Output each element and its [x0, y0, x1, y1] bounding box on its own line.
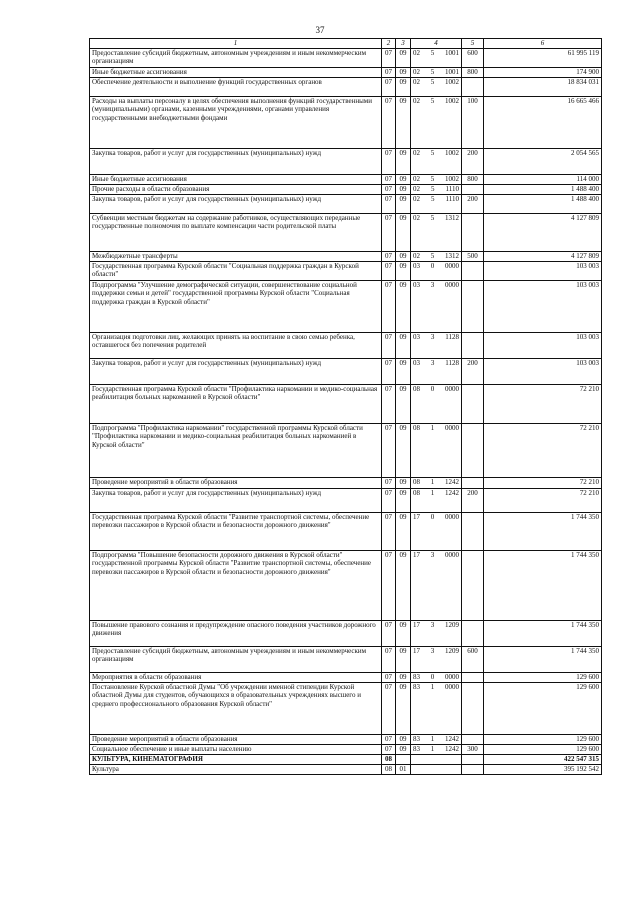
program-code: 17 [413, 647, 420, 655]
expense-name: Закупка товаров, работ и услуг для государственных (муниципальных) нужд [90, 489, 382, 513]
subsection-code: 09 [396, 175, 411, 185]
amount: 16 665 466 [484, 97, 602, 149]
section-code: 07 [382, 49, 396, 68]
program-code: 08 [413, 478, 420, 486]
section-code: 07 [382, 478, 396, 489]
program-code: 02 [413, 252, 420, 260]
section-code: 07 [382, 359, 396, 385]
subprogram-code: 5 [430, 149, 435, 157]
table-row [90, 149, 602, 175]
target-article-code [411, 175, 462, 185]
expense-type-code [462, 735, 484, 745]
header-cell: 6 [484, 39, 602, 49]
subprogram-code: 5 [430, 78, 435, 86]
program-code: 17 [413, 551, 420, 559]
target-article-code [411, 551, 462, 621]
subsection-code: 09 [396, 683, 411, 735]
expense-name: Подпрограмма "Улучшение демографической ситуации, совершенствование социальной поддержки семьи и детей" государственной программы Курской области "Социальная поддержка граждан в Курской области" [90, 281, 382, 333]
expense-type-code [462, 78, 484, 97]
target-article-code [411, 195, 462, 214]
header-row [90, 39, 602, 49]
program-code: 08 [413, 424, 420, 432]
subsection-code: 09 [396, 185, 411, 195]
table-row [90, 551, 602, 621]
section-code: 07 [382, 385, 396, 424]
direction-code: 1128 [445, 359, 459, 367]
expense-type-code: 500 [462, 252, 484, 262]
section-code: 07 [382, 185, 396, 195]
section-code: 07 [382, 673, 396, 683]
target-article-code [411, 489, 462, 513]
expense-name: Повышение правового сознания и предупреждение опасного поведения участников дорожного движения [90, 621, 382, 647]
expense-type-code [462, 333, 484, 359]
target-article-code [411, 214, 462, 252]
subsection-code: 09 [396, 647, 411, 673]
subsection-code: 09 [396, 281, 411, 333]
table-row [90, 745, 602, 755]
amount: 72 210 [484, 478, 602, 489]
direction-code: 1002 [445, 97, 459, 105]
subprogram-code: 0 [430, 513, 435, 521]
expense-type-code [462, 551, 484, 621]
section-code: 07 [382, 214, 396, 252]
expense-name: Межбюджетные трансферты [90, 252, 382, 262]
table-row [90, 683, 602, 735]
subprogram-code: 1 [430, 735, 435, 743]
target-article-code [411, 49, 462, 68]
program-code: 83 [413, 683, 420, 691]
section-code: 07 [382, 489, 396, 513]
subsection-code: 09 [396, 735, 411, 745]
expense-type-code [462, 214, 484, 252]
subsection-code: 09 [396, 262, 411, 281]
amount: 4 127 809 [484, 252, 602, 262]
expense-name: Иные бюджетные ассигнования [90, 175, 382, 185]
subprogram-code: 3 [430, 551, 435, 559]
expense-type-code [462, 478, 484, 489]
amount: 4 127 809 [484, 214, 602, 252]
direction-code: 1312 [445, 214, 459, 222]
subsection-code: 09 [396, 68, 411, 78]
program-code: 02 [413, 49, 420, 57]
direction-code: 1001 [445, 49, 459, 57]
amount: 72 210 [484, 385, 602, 424]
section-code: 07 [382, 281, 396, 333]
expense-type-code: 800 [462, 175, 484, 185]
expense-name: Закупка товаров, работ и услуг для государственных (муниципальных) нужд [90, 195, 382, 214]
subprogram-code: 1 [430, 424, 435, 432]
program-code: 83 [413, 673, 420, 681]
target-article-code [411, 185, 462, 195]
program-code: 03 [413, 333, 420, 341]
program-code: 08 [413, 489, 420, 497]
table-row [90, 359, 602, 385]
table-row [90, 647, 602, 673]
table-row [90, 765, 602, 775]
expense-name: Закупка товаров, работ и услуг для государственных (муниципальных) нужд [90, 149, 382, 175]
table-row [90, 735, 602, 745]
direction-code: 1242 [445, 478, 459, 486]
expense-type-code [462, 621, 484, 647]
header-cell: 2 [382, 39, 396, 49]
section-code: 07 [382, 175, 396, 185]
amount: 1 488 400 [484, 195, 602, 214]
table-row [90, 385, 602, 424]
amount: 72 210 [484, 424, 602, 478]
header-cell: 1 [90, 39, 382, 49]
expense-name: Организация подготовки лиц, желающих принять на воспитание в свою семью ребенка, оставшегося без попечения родителей [90, 333, 382, 359]
subsection-code: 09 [396, 359, 411, 385]
table-row [90, 68, 602, 78]
target-article-code [411, 262, 462, 281]
amount: 1 744 350 [484, 513, 602, 551]
program-code: 03 [413, 281, 420, 289]
amount: 103 003 [484, 262, 602, 281]
page-number: 37 [315, 25, 325, 35]
subprogram-code: 5 [430, 68, 435, 76]
direction-code: 1002 [445, 149, 459, 157]
direction-code: 0000 [445, 513, 459, 521]
amount: 129 600 [484, 735, 602, 745]
amount: 103 003 [484, 281, 602, 333]
table-row [90, 214, 602, 252]
table-row [90, 424, 602, 478]
subprogram-code: 0 [430, 385, 435, 393]
amount: 61 995 119 [484, 49, 602, 68]
table-row [90, 49, 602, 68]
direction-code: 0000 [445, 262, 459, 270]
section-code: 07 [382, 683, 396, 735]
direction-code: 0000 [445, 424, 459, 432]
section-code: 07 [382, 513, 396, 551]
program-code: 02 [413, 149, 420, 157]
section-code: 07 [382, 195, 396, 214]
program-code: 02 [413, 185, 420, 193]
header-cell: 3 [396, 39, 411, 49]
direction-code: 1002 [445, 78, 459, 86]
direction-code: 1312 [445, 252, 459, 260]
amount: 103 003 [484, 359, 602, 385]
expense-name: КУЛЬТУРА, КИНЕМАТОГРАФИЯ [90, 755, 382, 765]
amount: 395 192 542 [484, 765, 602, 775]
direction-code: 1209 [445, 647, 459, 655]
expense-type-code [462, 185, 484, 195]
program-code: 83 [413, 735, 420, 743]
program-code: 02 [413, 97, 420, 105]
subsection-code: 09 [396, 214, 411, 252]
target-article-code [411, 97, 462, 149]
expense-name: Мероприятия в области образования [90, 673, 382, 683]
subsection-code: 09 [396, 673, 411, 683]
program-code: 03 [413, 359, 420, 367]
subprogram-code: 0 [430, 262, 435, 270]
expense-name: Подпрограмма "Повышение безопасности дорожного движения в Курской области" государственной программы Курской области "Развитие транспортной системы, обеспечение перевозки пассажиров в Курской области и безопасности дорожного движения" [90, 551, 382, 621]
program-code: 08 [413, 385, 420, 393]
subprogram-code: 3 [430, 647, 435, 655]
table-row [90, 621, 602, 647]
target-article-code [411, 68, 462, 78]
table-row [90, 97, 602, 149]
program-code: 02 [413, 78, 420, 86]
subprogram-code: 1 [430, 489, 435, 497]
target-article-code [411, 647, 462, 673]
subprogram-code: 5 [430, 175, 435, 183]
direction-code: 1128 [445, 333, 459, 341]
subprogram-code: 3 [430, 333, 435, 341]
direction-code: 1110 [445, 195, 459, 203]
expense-name: Проведение мероприятий в области образования [90, 478, 382, 489]
subsection-code: 09 [396, 195, 411, 214]
expense-type-code: 100 [462, 97, 484, 149]
section-code: 07 [382, 252, 396, 262]
target-article-code [411, 683, 462, 735]
subprogram-code: 5 [431, 195, 435, 203]
target-article-code [411, 765, 462, 775]
expense-name: Субвенции местным бюджетам на содержание работников, осуществляющих переданные государственные полномочия по выплате компенсации части родительской платы [90, 214, 382, 252]
expense-name: Прочие расходы в области образования [90, 185, 382, 195]
subsection-code: 01 [396, 765, 411, 775]
amount: 1 744 350 [484, 647, 602, 673]
amount: 1 744 350 [484, 551, 602, 621]
subsection-code: 09 [396, 478, 411, 489]
amount: 129 600 [484, 683, 602, 735]
section-code: 07 [382, 262, 396, 281]
amount: 114 000 [484, 175, 602, 185]
program-code: 02 [413, 195, 420, 203]
subprogram-code: 5 [430, 97, 435, 105]
amount: 129 600 [484, 673, 602, 683]
amount: 1 488 400 [484, 185, 602, 195]
expense-type-code [462, 424, 484, 478]
direction-code: 0000 [445, 281, 459, 289]
expense-type-code: 200 [462, 195, 484, 214]
header-cell: 4 [411, 39, 462, 49]
expense-name: Предоставление субсидий бюджетным, автономным учреждениям и иным некоммерческим организациям [90, 49, 382, 68]
target-article-code [411, 745, 462, 755]
expense-type-code: 600 [462, 647, 484, 673]
expense-type-code [462, 281, 484, 333]
budget-table [89, 38, 602, 775]
direction-code: 0000 [445, 385, 459, 393]
subsection-code: 09 [396, 252, 411, 262]
header-cell: 5 [462, 39, 484, 49]
subprogram-code: 0 [430, 673, 435, 681]
expense-name: Предоставление субсидий бюджетным, автономным учреждениям и иным некоммерческим организациям [90, 647, 382, 673]
expense-type-code [462, 513, 484, 551]
table-row [90, 333, 602, 359]
program-code: 83 [413, 745, 420, 753]
target-article-code [411, 385, 462, 424]
expense-type-code [462, 755, 484, 765]
subsection-code: 09 [396, 513, 411, 551]
target-article-code [411, 673, 462, 683]
section-code: 07 [382, 551, 396, 621]
section-code: 08 [382, 755, 396, 765]
amount: 103 003 [484, 333, 602, 359]
subprogram-code: 1 [430, 478, 435, 486]
target-article-code [411, 755, 462, 765]
subprogram-code: 1 [430, 683, 435, 691]
target-article-code [411, 78, 462, 97]
amount: 174 900 [484, 68, 602, 78]
target-article-code [411, 735, 462, 745]
expense-type-code: 200 [462, 489, 484, 513]
subprogram-code: 5 [430, 49, 435, 57]
target-article-code [411, 149, 462, 175]
direction-code: 1242 [445, 745, 459, 753]
table-row [90, 478, 602, 489]
program-code: 02 [413, 214, 420, 222]
section-code: 07 [382, 97, 396, 149]
target-article-code [411, 478, 462, 489]
expense-type-code [462, 385, 484, 424]
target-article-code [411, 621, 462, 647]
expense-type-code [462, 262, 484, 281]
direction-code: 0000 [445, 683, 459, 691]
subprogram-code: 3 [430, 359, 435, 367]
amount: 1 744 350 [484, 621, 602, 647]
subsection-code: 09 [396, 149, 411, 175]
section-code: 07 [382, 333, 396, 359]
target-article-code [411, 424, 462, 478]
expense-type-code: 200 [462, 359, 484, 385]
expense-type-code: 600 [462, 49, 484, 68]
direction-code: 0000 [445, 551, 459, 559]
subsection-code: 09 [396, 551, 411, 621]
expense-name: Постановление Курской областной Думы "Об учреждении именной стипендии Курской областной Думы для студентов, обучающихся в образовательных учреждениях высшего и среднего профессионального образования Курской области" [90, 683, 382, 735]
subsection-code: 09 [396, 745, 411, 755]
subsection-code: 09 [396, 489, 411, 513]
subsection-code: 09 [396, 78, 411, 97]
expense-name: Закупка товаров, работ и услуг для государственных (муниципальных) нужд [90, 359, 382, 385]
target-article-code [411, 333, 462, 359]
expense-type-code: 200 [462, 149, 484, 175]
expense-type-code [462, 683, 484, 735]
direction-code: 1002 [445, 175, 459, 183]
subsection-code: 09 [396, 621, 411, 647]
amount: 72 210 [484, 489, 602, 513]
subsection-code: 09 [396, 49, 411, 68]
expense-name: Расходы на выплаты персоналу в целях обеспечения выполнения функций государственными (муниципальными) органами, казенными учреждениями, органами управления государственными внебюджетными фондами [90, 97, 382, 149]
section-code: 07 [382, 68, 396, 78]
expense-type-code: 300 [462, 745, 484, 755]
subprogram-code: 3 [430, 621, 435, 629]
target-article-code [411, 359, 462, 385]
table-row [90, 489, 602, 513]
section-code: 07 [382, 424, 396, 478]
amount: 422 547 315 [484, 755, 602, 765]
section-code: 07 [382, 621, 396, 647]
section-code: 07 [382, 745, 396, 755]
section-code: 07 [382, 735, 396, 745]
table-row [90, 755, 602, 765]
expense-name: Государственная программа Курской области "Профилактика наркомании и медико-социальная реабилитация больных наркоманией в Курской области" [90, 385, 382, 424]
expense-name: Государственная программа Курской области "Социальная поддержка граждан в Курской области" [90, 262, 382, 281]
table-row [90, 252, 602, 262]
direction-code: 1110 [445, 185, 459, 193]
subsection-code: 09 [396, 424, 411, 478]
subprogram-code: 5 [431, 185, 435, 193]
direction-code: 0000 [445, 673, 459, 681]
table-row [90, 262, 602, 281]
table-row [90, 78, 602, 97]
section-code: 07 [382, 647, 396, 673]
table-row [90, 195, 602, 214]
direction-code: 1242 [445, 489, 459, 497]
table-row [90, 513, 602, 551]
expense-name: Проведение мероприятий в области образования [90, 735, 382, 745]
program-code: 17 [413, 621, 420, 629]
section-code: 07 [382, 149, 396, 175]
subprogram-code: 3 [430, 281, 435, 289]
expense-name: Государственная программа Курской области "Развитие транспортной системы, обеспечение перевозки пассажиров в Курской области и безопасности дорожного движения" [90, 513, 382, 551]
amount: 18 834 031 [484, 78, 602, 97]
expense-name: Иные бюджетные ассигнования [90, 68, 382, 78]
expense-type-code [462, 673, 484, 683]
table-row [90, 175, 602, 185]
section-code: 07 [382, 78, 396, 97]
amount: 2 054 565 [484, 149, 602, 175]
expense-name: Культура [90, 765, 382, 775]
target-article-code [411, 513, 462, 551]
direction-code: 1242 [445, 735, 459, 743]
expense-name: Подпрограмма "Профилактика наркомании" государственной программы Курской области "Профилактика наркомании и медико-социальная реабилитация больных наркоманией в Курской области" [90, 424, 382, 478]
direction-code: 1001 [445, 68, 459, 76]
program-code: 03 [413, 262, 420, 270]
section-code: 08 [382, 765, 396, 775]
expense-type-code [462, 765, 484, 775]
table-row [90, 185, 602, 195]
subsection-code: 09 [396, 385, 411, 424]
target-article-code [411, 281, 462, 333]
subprogram-code: 1 [430, 745, 435, 753]
subprogram-code: 5 [430, 214, 435, 222]
expense-name: Обеспечение деятельности и выполнение функций государственных органов [90, 78, 382, 97]
expense-type-code: 800 [462, 68, 484, 78]
subsection-code: 09 [396, 333, 411, 359]
amount: 129 600 [484, 745, 602, 755]
direction-code: 1209 [445, 621, 459, 629]
expense-name: Социальное обеспечение и иные выплаты населению [90, 745, 382, 755]
table-row [90, 281, 602, 333]
program-code: 02 [413, 68, 420, 76]
subsection-code: 09 [396, 97, 411, 149]
program-code: 17 [413, 513, 420, 521]
target-article-code [411, 252, 462, 262]
subsection-code [396, 755, 411, 765]
subprogram-code: 5 [430, 252, 435, 260]
program-code: 02 [413, 175, 420, 183]
table-row [90, 673, 602, 683]
